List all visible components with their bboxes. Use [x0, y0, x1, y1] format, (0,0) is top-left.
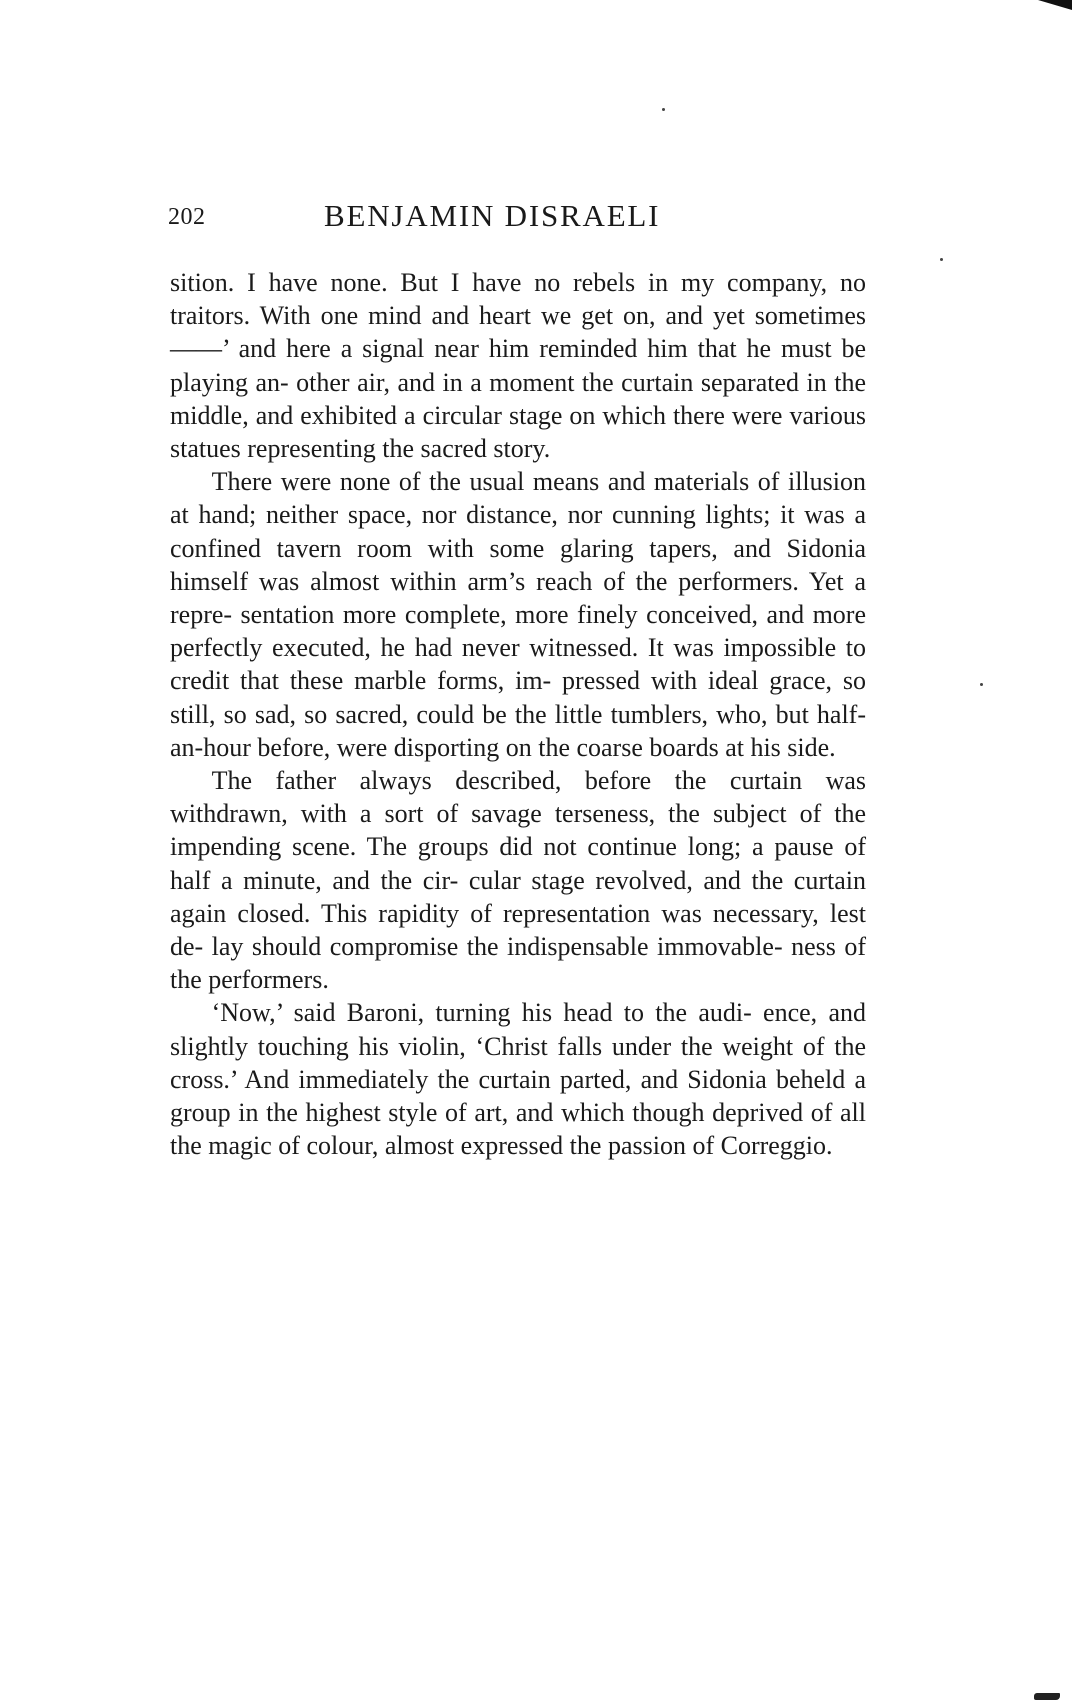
running-head: BENJAMIN DISRAELI: [324, 198, 661, 233]
paper-speck: [980, 683, 983, 686]
paragraph-3: The father always described, before the curtain was withdrawn, with a sort of savage terseness, the subject of the impending scene. The groups did not continue long; a pause of half a minute, and the cir- cular stage revolved, and the curtain again closed. This rapidity of representation was necessary, lest de- lay should compromise the indispensable immovable- ness of the performers.: [170, 766, 866, 995]
page-header: [168, 198, 868, 238]
paper-speck: [662, 108, 665, 111]
body-text: [170, 266, 866, 1162]
page-number: 202: [168, 204, 206, 230]
paper-speck: [940, 258, 943, 261]
paragraph-1: sition. I have none. But I have no rebels in my company, no traitors. With one mind and heart we get on, and yet sometimes——’ and here a signal near him reminded him that he must be playing an- other air, and in a moment the curtain separated in the middle, and exhibited a circular stage on which there were various statues representing the sacred story.: [170, 268, 866, 464]
page-corner-mark-bottom: [1034, 1693, 1060, 1700]
page-corner-mark: [1038, 0, 1072, 10]
paragraph-4: ‘Now,’ said Baroni, turning his head to the audi- ence, and slightly touching his violin, ‘Christ falls under the weight of the cross.’ And immediately the curtain parted, and Sidonia beheld a group in the highest style of art, and which though deprived of all the magic of colour, almost expressed the passion of Correggio.: [170, 998, 866, 1161]
paragraph-2: There were none of the usual means and materials of illusion at hand; neither space, nor distance, nor cunning lights; it was a confined tavern room with some glaring tapers, and Sidonia himself was almost within arm’s reach of the performers. Yet a repre- sentation more complete, more finely conceived, and more perfectly executed, he had never witnessed. It was impossible to credit that these marble forms, im- pressed with ideal grace, so still, so sad, so sacred, could be the little tumblers, who, but half-an-hour before, were disporting on the coarse boards at his side.: [170, 467, 866, 762]
